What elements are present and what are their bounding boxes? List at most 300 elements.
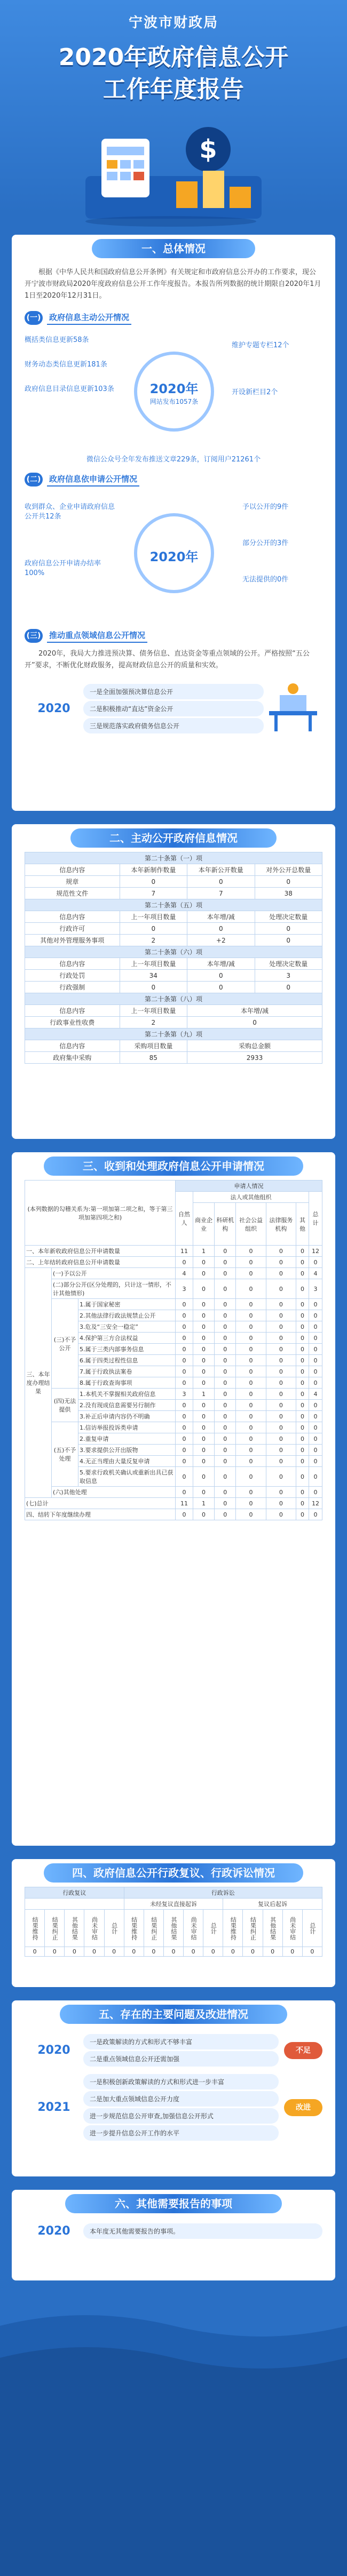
- table-cell: 0: [175, 1487, 193, 1498]
- table-cell: 0: [236, 1487, 266, 1498]
- table-cell: 0: [175, 1310, 193, 1321]
- table-cell: 0: [236, 1257, 266, 1268]
- table-header: 法人或其他组织: [193, 1192, 309, 1203]
- table-caption: 第二十条第（九）项: [25, 1028, 322, 1040]
- row-label: 1.本机关不掌握相关政府信息: [78, 1389, 176, 1400]
- table-cell: 0: [236, 1422, 266, 1433]
- table-cell: 4: [175, 1268, 193, 1279]
- table-row: [25, 1389, 322, 1400]
- table-cell: 0: [215, 1467, 236, 1487]
- table-cell: 0: [309, 1355, 322, 1366]
- table-cell: 0: [175, 1445, 193, 1456]
- table-row: [25, 1017, 322, 1028]
- table-cell: 7: [187, 888, 255, 899]
- hero-banner: [0, 0, 347, 235]
- table-cell: 0: [175, 1299, 193, 1310]
- table-cell: 0: [309, 1333, 322, 1344]
- table-cell: 0: [296, 1355, 309, 1366]
- table-row: [25, 982, 322, 993]
- table-cell: 0: [296, 1377, 309, 1389]
- table-caption: 第二十条第（八）项: [25, 993, 322, 1005]
- table-cell: 0: [309, 1433, 322, 1445]
- table-cell: 3: [175, 1279, 193, 1299]
- table-cell: 政府集中采购: [25, 1052, 120, 1064]
- sub-number: (二): [25, 473, 43, 487]
- table-cell: 0: [266, 1487, 296, 1498]
- table-cell: 0: [236, 1268, 266, 1279]
- table-header: 上一年项目数量: [120, 911, 187, 923]
- table-cell: 0: [215, 1498, 236, 1509]
- center-year: 2020年: [149, 549, 199, 564]
- active-info-table: [25, 852, 322, 1064]
- request-center-circle: [134, 513, 214, 593]
- other-matters-card: [12, 2190, 335, 2280]
- table-row: [25, 1487, 322, 1498]
- active-disclosure-header: [25, 310, 322, 325]
- table-row: [25, 1268, 322, 1279]
- table-cell: 0: [175, 1509, 193, 1520]
- table-cell: 0: [309, 1487, 322, 1498]
- table-cell: 0: [266, 1400, 296, 1411]
- table-cell: 0: [175, 1377, 193, 1389]
- table-cell: 0: [266, 1389, 296, 1400]
- table-cell: 0: [236, 1389, 266, 1400]
- row-label: 四、结转下年度继续办理: [25, 1509, 176, 1520]
- row-label: 2.没有现成信息需要另行制作: [78, 1400, 176, 1411]
- table-row: [25, 1498, 322, 1509]
- active-disclosure-stats: [25, 330, 322, 464]
- table-cell: 0: [84, 1947, 104, 1957]
- table-cell: 0: [223, 1947, 243, 1957]
- focus-item: 一是全面加强预决算信息公开: [83, 684, 264, 699]
- table-cell: 0: [187, 982, 255, 993]
- table-cell: 0: [193, 1411, 214, 1422]
- table-cell: 0: [296, 1445, 309, 1456]
- table-header: 对外公开总数量: [255, 864, 322, 876]
- sub-title: 政府信息依申请公开情况: [47, 472, 139, 487]
- table-cell: 0: [215, 1400, 236, 1411]
- table-cell: 0: [266, 1411, 296, 1422]
- table-header: 总计: [104, 1910, 124, 1947]
- table-cell: 0: [175, 1433, 193, 1445]
- table-cell: 0: [104, 1947, 124, 1957]
- table-cell: 0: [309, 1366, 322, 1377]
- table-cell: 0: [215, 1377, 236, 1389]
- table-cell: 0: [193, 1509, 214, 1520]
- table-header: 处理决定数量: [255, 911, 322, 923]
- table-header: 社会公益组织: [236, 1203, 266, 1246]
- table-cell: 0: [266, 1257, 296, 1268]
- row-sub-group-label: (四)无法提供: [52, 1389, 78, 1422]
- table-cell: 0: [296, 1487, 309, 1498]
- table-cell: 0: [193, 1422, 214, 1433]
- table-cell: 0: [309, 1321, 322, 1333]
- request-handling-table: [25, 1180, 322, 1520]
- section-4-title: 四、政府信息公开行政复议、行政诉讼情况: [44, 1863, 303, 1883]
- table-header: 行政复议: [25, 1887, 124, 1899]
- table-cell: 0: [302, 1947, 322, 1957]
- wechat-stat: 微信公众号全年发布推送文章229条，订阅用户21261个: [86, 456, 261, 464]
- table-header: (本列数据的勾稽关系为:第一项加第二项之和，等于第三项加第四项之和): [25, 1181, 176, 1246]
- table-cell: 0: [309, 1411, 322, 1422]
- table-cell: 0: [193, 1355, 214, 1366]
- stat-item: 政府信息公开申请办结率100%: [25, 560, 101, 577]
- table-header: 信息内容: [25, 1005, 120, 1017]
- table-cell: 0: [266, 1366, 296, 1377]
- table-cell: 0: [215, 1299, 236, 1310]
- table-cell: 0: [296, 1279, 309, 1299]
- table-cell: 0: [309, 1467, 322, 1487]
- table-header: 本年新制作数量: [120, 864, 187, 876]
- problem-item: 二是重点领域信息公开还需加强: [83, 2051, 279, 2067]
- table-cell: 38: [255, 888, 322, 899]
- table-cell: 0: [296, 1257, 309, 1268]
- row-label: 6.属于四类过程性信息: [78, 1355, 176, 1366]
- table-header: 信息内容: [25, 864, 120, 876]
- table-cell: 0: [266, 1268, 296, 1279]
- table-cell: 0: [175, 1321, 193, 1333]
- table-header: 尚未审结: [282, 1910, 302, 1947]
- table-header: 复议后起诉: [223, 1899, 322, 1910]
- table-row: [25, 1052, 322, 1064]
- table-cell: 0: [266, 1355, 296, 1366]
- table-cell: 0: [296, 1400, 309, 1411]
- table-cell: 7: [120, 888, 187, 899]
- table-header: 本年增/减: [187, 1005, 322, 1017]
- table-cell: 0: [266, 1344, 296, 1355]
- overview-intro: 根据《中华人民共和国政府信息公开条例》有关规定和市政府信息公开办的工作要求，现公开宁波市财政局2020年度政府信息公开工作年度报告。本报告所列数据的统计期限自2020年1月1日至2020年12月31日。: [25, 268, 321, 300]
- other-year: 2020: [37, 2224, 70, 2238]
- table-cell: 0: [215, 1445, 236, 1456]
- table-cell: 0: [236, 1310, 266, 1321]
- row-label: 5.属于三类内部事务信息: [78, 1344, 176, 1355]
- table-cell: 0: [282, 1947, 302, 1957]
- problem-year: 2020: [37, 2044, 70, 2057]
- table-row: [25, 970, 322, 982]
- table-cell: 0: [236, 1433, 266, 1445]
- problem-year: 2021: [37, 2101, 70, 2114]
- row-label: 1.信访举报投诉类申请: [78, 1422, 176, 1433]
- table-cell: 2: [120, 1017, 187, 1028]
- table-cell: 0: [236, 1400, 266, 1411]
- table-cell: 0: [175, 1400, 193, 1411]
- table-cell: 规章: [25, 876, 120, 888]
- table-cell: 0: [296, 1498, 309, 1509]
- title-line-1: 2020年政府信息公开: [58, 44, 289, 71]
- table-cell: 1: [193, 1246, 214, 1257]
- request-disclosure-stats: [25, 492, 322, 620]
- table-header: 处理决定数量: [255, 958, 322, 970]
- stat-item: 部分公开的3件: [242, 539, 289, 547]
- table-cell: 行政强制: [25, 982, 120, 993]
- table-cell: 0: [215, 1422, 236, 1433]
- table-cell: 0: [187, 1017, 322, 1028]
- table-cell: 0: [193, 1279, 214, 1299]
- row-label: 8.属于行政查询事项: [78, 1377, 176, 1389]
- table-row: [25, 1257, 322, 1268]
- table-cell: 0: [215, 1344, 236, 1355]
- table-header: 结果维持: [223, 1910, 243, 1947]
- sub-title: 推动重点领域信息公开情况: [47, 628, 147, 643]
- table-header: [25, 1899, 124, 1910]
- table-header: 自然人: [175, 1192, 193, 1246]
- table-cell: 0: [215, 1321, 236, 1333]
- table-header: 其他结果: [163, 1910, 183, 1947]
- problem-item: 进一步规范信息公开审查,加强信息公开形式: [83, 2108, 279, 2124]
- focus-item: 二是积极推动“直达”资金公开: [83, 701, 264, 716]
- table-cell: 0: [309, 1400, 322, 1411]
- table-header: 商业企业: [193, 1203, 214, 1246]
- table-header: 结果纠正: [144, 1910, 163, 1947]
- improvement-tag: 改进: [284, 2099, 322, 2116]
- table-cell: +2: [187, 935, 255, 946]
- table-cell: 0: [25, 1947, 45, 1957]
- table-cell: 0: [236, 1299, 266, 1310]
- table-header: 尚未审结: [84, 1910, 104, 1947]
- table-cell: 0: [236, 1246, 266, 1257]
- table-cell: 0: [309, 1299, 322, 1310]
- table-row: [25, 888, 322, 899]
- row-sub-group-label: (五)不予处理: [52, 1422, 78, 1487]
- table-cell: 0: [175, 1467, 193, 1487]
- table-row: [25, 1422, 322, 1433]
- table-header: 未经复议直接起诉: [124, 1899, 223, 1910]
- table-cell: 0: [120, 923, 187, 935]
- table-cell: 0: [309, 1456, 322, 1467]
- table-cell: 0: [236, 1456, 266, 1467]
- table-cell: 0: [266, 1422, 296, 1433]
- sub-number: (一): [25, 311, 43, 325]
- review-litigation-table: [25, 1887, 322, 1957]
- section-3-title: 三、收到和处理政府信息公开申请情况: [44, 1157, 303, 1176]
- table-cell: 0: [193, 1333, 214, 1344]
- row-label: 4.保护第三方合法权益: [78, 1333, 176, 1344]
- table-cell: 0: [175, 1333, 193, 1344]
- finance-illustration-icon: [69, 117, 278, 229]
- table-header: 科研机构: [215, 1203, 236, 1246]
- table-cell: 0: [175, 1355, 193, 1366]
- review-litigation-card: [12, 1859, 335, 1987]
- table-header: 结果维持: [25, 1910, 45, 1947]
- center-text: 网站发布1057条: [149, 398, 199, 405]
- table-cell: 行政事业性收费: [25, 1017, 120, 1028]
- table-cell: 0: [193, 1467, 214, 1487]
- table-header: 信息内容: [25, 911, 120, 923]
- table-cell: 0: [296, 1509, 309, 1520]
- table-cell: 0: [266, 1321, 296, 1333]
- table-cell: 其他对外管理服务事项: [25, 935, 120, 946]
- request-handling-card: [12, 1152, 335, 1846]
- table-header: 结果维持: [124, 1910, 144, 1947]
- table-cell: 4: [309, 1389, 322, 1400]
- table-cell: 0: [144, 1947, 163, 1957]
- stat-item: 收到群众、企业申请政府信息公开共12条: [25, 503, 115, 521]
- table-cell: 0: [243, 1947, 263, 1957]
- row-label: (七)总计: [25, 1498, 176, 1509]
- table-cell: 0: [266, 1445, 296, 1456]
- table-header: 其他结果: [65, 1910, 84, 1947]
- sub-number: (三): [25, 629, 43, 643]
- table-cell: 0: [255, 935, 322, 946]
- table-header: 行政诉讼: [124, 1887, 322, 1899]
- row-label: 4.无正当理由大量反复申请: [78, 1456, 176, 1467]
- section-5-title: 五、存在的主要问题及改进情况: [60, 2005, 287, 2024]
- table-cell: 0: [255, 982, 322, 993]
- table-cell: 0: [193, 1366, 214, 1377]
- table-row: [25, 876, 322, 888]
- table-header: 结果纠正: [243, 1910, 263, 1947]
- row-label: 3.要求提供公开出版物: [78, 1445, 176, 1456]
- table-cell: 0: [266, 1310, 296, 1321]
- table-cell: 85: [120, 1052, 187, 1064]
- table-cell: 0: [266, 1377, 296, 1389]
- table-cell: 0: [193, 1321, 214, 1333]
- stat-item: 无法提供的0件: [242, 576, 289, 584]
- table-header: 信息内容: [25, 1040, 120, 1052]
- table-header: 其他: [296, 1203, 309, 1246]
- table-cell: 0: [215, 1333, 236, 1344]
- table-header: 申请人情况: [175, 1181, 322, 1192]
- row-label: 5.要求行政机关确认或重新出具已获取信息: [78, 1467, 176, 1487]
- problem-item: 二是加大重点领域信息公开力度: [83, 2091, 279, 2107]
- problems-card: [12, 2000, 335, 2176]
- table-cell: 34: [120, 970, 187, 982]
- table-cell: 0: [296, 1333, 309, 1344]
- table-cell: 0: [296, 1422, 309, 1433]
- problem-item: 进一步提升信息公开工作的水平: [83, 2125, 279, 2141]
- shortcoming-tag: 不足: [284, 2042, 322, 2059]
- table-cell: 0: [45, 1947, 65, 1957]
- table-header: 上一年项目数量: [120, 958, 187, 970]
- table-cell: 0: [193, 1456, 214, 1467]
- row-label: (一)予以公开: [52, 1268, 176, 1279]
- table-cell: 0: [215, 1509, 236, 1520]
- table-cell: 0: [215, 1279, 236, 1299]
- table-cell: 3: [175, 1389, 193, 1400]
- table-cell: 0: [236, 1279, 266, 1299]
- table-header: 其他结果: [263, 1910, 282, 1947]
- table-header: 本年新公开数量: [187, 864, 255, 876]
- table-header: 总计: [203, 1910, 223, 1947]
- table-cell: 0: [215, 1268, 236, 1279]
- table-header: 尚未审结: [184, 1910, 203, 1947]
- table-cell: 0: [193, 1400, 214, 1411]
- problem-item: 一是积极创新政策解读的方式和形式进一步丰富: [83, 2074, 279, 2089]
- table-cell: 0: [296, 1268, 309, 1279]
- table-cell: 0: [193, 1344, 214, 1355]
- table-cell: 0: [215, 1433, 236, 1445]
- stat-item: 予以公开的9件: [242, 503, 289, 511]
- active-info-card: [12, 824, 335, 1139]
- table-cell: 0: [184, 1947, 203, 1957]
- table-cell: 0: [296, 1389, 309, 1400]
- table-cell: 0: [215, 1411, 236, 1422]
- table-header: 本年增/减: [187, 911, 255, 923]
- table-cell: 1: [193, 1498, 214, 1509]
- row-group-label: 三、本年度办理结果: [25, 1268, 52, 1498]
- table-row: [25, 1299, 322, 1310]
- table-cell: 0: [236, 1445, 266, 1456]
- table-cell: 0: [175, 1456, 193, 1467]
- table-cell: 行政处罚: [25, 970, 120, 982]
- section-2-title: 二、主动公开政府信息情况: [70, 828, 277, 848]
- table-caption: 第二十条第（一）项: [25, 852, 322, 864]
- table-cell: 0: [266, 1467, 296, 1487]
- table-row: [25, 935, 322, 946]
- table-header: 上一年项目数量: [120, 1005, 187, 1017]
- table-cell: 0: [266, 1509, 296, 1520]
- table-cell: 0: [193, 1310, 214, 1321]
- row-label: (二)部分公开(区分处理的，只计这一情形，不计其他情形): [52, 1279, 176, 1299]
- focus-year: 2020: [37, 701, 70, 715]
- section-6-title: 六、其他需要报告的事项: [65, 2194, 282, 2213]
- table-cell: 12: [309, 1246, 322, 1257]
- table-cell: 2933: [187, 1052, 322, 1064]
- table-cell: 0: [255, 923, 322, 935]
- table-cell: 0: [193, 1487, 214, 1498]
- problem-2021: [25, 2072, 322, 2142]
- table-cell: 0: [309, 1445, 322, 1456]
- table-cell: 0: [163, 1947, 183, 1957]
- table-cell: 0: [266, 1498, 296, 1509]
- table-cell: 0: [236, 1509, 266, 1520]
- table-cell: 0: [309, 1509, 322, 1520]
- table-cell: 0: [203, 1947, 223, 1957]
- svg-text:$: $: [199, 134, 217, 164]
- table-cell: 行政许可: [25, 923, 120, 935]
- table-header: 采购项目数量: [120, 1040, 187, 1052]
- table-cell: 0: [266, 1246, 296, 1257]
- table-cell: 0: [309, 1257, 322, 1268]
- center-year: 2020年: [149, 381, 199, 396]
- table-row: [25, 1279, 322, 1299]
- table-cell: 0: [215, 1310, 236, 1321]
- table-cell: 0: [255, 876, 322, 888]
- table-cell: 0: [236, 1344, 266, 1355]
- table-cell: 0: [193, 1433, 214, 1445]
- table-cell: 0: [215, 1246, 236, 1257]
- row-label: 3.危及“三安全一稳定”: [78, 1321, 176, 1333]
- row-label: (六)其他处理: [52, 1487, 176, 1498]
- table-cell: 12: [309, 1498, 322, 1509]
- table-caption: 第二十条第（六）项: [25, 946, 322, 958]
- table-cell: 0: [175, 1257, 193, 1268]
- table-cell: 0: [193, 1445, 214, 1456]
- row-label: 3.补正后申请内容仍不明确: [78, 1411, 176, 1422]
- table-header: 本年增/减: [187, 958, 255, 970]
- table-cell: 0: [266, 1456, 296, 1467]
- table-header: 总计: [302, 1910, 322, 1947]
- table-cell: 0: [296, 1310, 309, 1321]
- table-cell: 0: [65, 1947, 84, 1957]
- table-cell: 0: [175, 1411, 193, 1422]
- report-title: [0, 42, 347, 106]
- table-header: 信息内容: [25, 958, 120, 970]
- org-name: 宁波市财政局: [128, 15, 218, 31]
- table-cell: 0: [120, 876, 187, 888]
- table-cell: 0: [193, 1299, 214, 1310]
- table-cell: 0: [266, 1279, 296, 1299]
- focus-disclosure-header: [25, 628, 322, 643]
- focus-text: 2020年，我局大力推进预决算、债务信息、直达资金等重点领域的公开。严格按照“五公开”要求，不断优化财政服务，提高财政信息公开的质量和实效。: [25, 650, 310, 669]
- row-label: 2.其他法律行政法规禁止公开: [78, 1310, 176, 1321]
- table-cell: 2: [120, 935, 187, 946]
- table-cell: 0: [236, 1467, 266, 1487]
- table-cell: 0: [266, 1433, 296, 1445]
- table-cell: 0: [236, 1498, 266, 1509]
- table-cell: 11: [175, 1498, 193, 1509]
- table-cell: 0: [215, 1456, 236, 1467]
